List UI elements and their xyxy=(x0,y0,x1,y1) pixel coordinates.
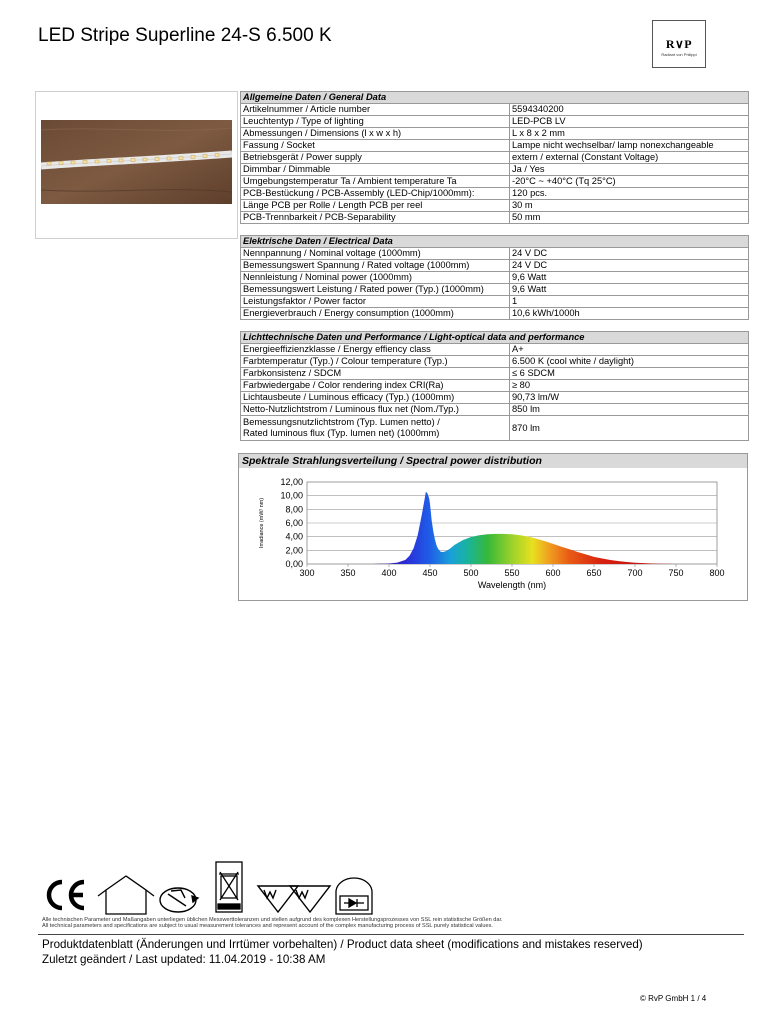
table-row xyxy=(241,200,749,212)
parameter-value: 24 V DC xyxy=(510,260,749,272)
indoor-use-icon xyxy=(98,876,154,914)
x-tick-label: 300 xyxy=(299,568,315,578)
optical-data-table xyxy=(240,331,749,441)
parameter-value: 1 xyxy=(510,296,749,308)
table-row xyxy=(241,284,749,296)
section-heading: Elektrische Daten / Electrical Data xyxy=(241,236,749,248)
certification-icons xyxy=(40,860,400,921)
spectral-chart-title: Spektrale Strahlungsverteilung / Spectral power distribution xyxy=(239,454,747,468)
parameter-label: Nennleistung / Nominal power (1000mm) xyxy=(241,272,510,284)
spectral-chart xyxy=(238,453,748,601)
parameter-label xyxy=(241,416,510,441)
table-row xyxy=(241,260,749,272)
parameter-label: Länge PCB per Rolle / Length PCB per reel xyxy=(241,200,510,212)
table-row xyxy=(241,104,749,116)
parameter-value: 10,6 kWh/1000h xyxy=(510,308,749,320)
page-title: LED Stripe Superline 24-S 6.500 K xyxy=(38,25,332,46)
y-axis-label: Irradiance (mW/ nm) xyxy=(259,497,265,549)
table-header-row xyxy=(241,332,749,344)
parameter-value: 9,6 Watt xyxy=(510,284,749,296)
y-tick-label: 4,00 xyxy=(285,531,303,542)
parameter-value: 870 lm xyxy=(510,416,749,441)
parameter-label: Farbkonsistenz / SDCM xyxy=(241,368,510,380)
table-row xyxy=(241,140,749,152)
table-row xyxy=(241,176,749,188)
table-row xyxy=(241,272,749,284)
parameter-value: Lampe nicht wechselbar/ lamp nonexchangeable xyxy=(510,140,749,152)
disclaimer xyxy=(42,917,742,929)
rotatable-icon xyxy=(160,888,198,912)
table-row xyxy=(241,308,749,320)
parameter-label: Farbwiedergabe / Color rendering index CRI(Ra) xyxy=(241,380,510,392)
x-tick-label: 600 xyxy=(545,568,561,578)
parameter-label: Betriebsgerät / Power supply xyxy=(241,152,510,164)
table-row xyxy=(241,416,749,441)
y-tick-label: 6,00 xyxy=(285,518,303,528)
x-tick-label: 450 xyxy=(422,568,438,578)
parameter-label: Lichtausbeute / Luminous efficacy (Typ.) (1000mm) xyxy=(241,392,510,404)
parameter-label-line-2: Rated luminous flux (Typ. lumen net) (1000mm) xyxy=(243,428,440,438)
parameter-label: Energieeffizienzklasse / Energy effiency class xyxy=(241,344,510,356)
parameter-label: Abmessungen / Dimensions (l x w x h) xyxy=(241,128,510,140)
table-row xyxy=(241,404,749,416)
table-row xyxy=(241,212,749,224)
x-tick-label: 800 xyxy=(709,568,725,578)
y-tick-label: 10,00 xyxy=(280,490,303,501)
parameter-value: 9,6 Watt xyxy=(510,272,749,284)
y-tick-label: 2,00 xyxy=(285,545,303,556)
parameter-label: Dimmbar / Dimmable xyxy=(241,164,510,176)
parameter-label: Bemessungswert Leistung / Rated power (Typ.) (1000mm) xyxy=(241,284,510,296)
table-row xyxy=(241,152,749,164)
parameter-value: extern / external (Constant Voltage) xyxy=(510,152,749,164)
table-row xyxy=(241,188,749,200)
parameter-label-line-1: Bemessungsnutzlichtstrom (Typ. Lumen netto) / xyxy=(243,417,440,427)
table-row xyxy=(241,116,749,128)
x-tick-label: 650 xyxy=(586,568,602,578)
parameter-value: 90,73 lm/W xyxy=(510,392,749,404)
parameter-label: Umgebungstemperatur Ta / Ambient temperature Ta xyxy=(241,176,510,188)
x-tick-label: 400 xyxy=(381,568,397,578)
table-row xyxy=(241,128,749,140)
general-data-table xyxy=(240,91,749,224)
section-heading: Lichttechnische Daten und Performance / Light-optical data and performance xyxy=(241,332,749,344)
x-axis-label: Wavelength (nm) xyxy=(477,580,547,590)
parameter-value: 30 m xyxy=(510,200,749,212)
disclaimer-english: All technical parameters and specifications are subject to usual measurement tolerances and represent account of the complex manufacturing process of SSL purely statistical values. xyxy=(42,923,493,930)
company-logo xyxy=(652,20,706,68)
table-row xyxy=(241,356,749,368)
footer-last-updated: Zuletzt geändert / Last updated: 11.04.2019 - 10:38 AM xyxy=(42,953,326,966)
parameter-label: Artikelnummer / Article number xyxy=(241,104,510,116)
table-row xyxy=(241,392,749,404)
parameter-label: Netto-Nutzlichtstrom / Luminous flux net (Nom./Typ.) xyxy=(241,404,510,416)
parameter-value: L x 8 x 2 mm xyxy=(510,128,749,140)
parameter-value: Ja / Yes xyxy=(510,164,749,176)
parameter-value: 50 mm xyxy=(510,212,749,224)
parameter-label: Nennpannung / Nominal voltage (1000mm) xyxy=(241,248,510,260)
parameter-value: ≥ 80 xyxy=(510,380,749,392)
parameter-value: LED-PCB LV xyxy=(510,116,749,128)
spectral-plot xyxy=(239,468,747,600)
parameter-label: Energieverbrauch / Energy consumption (1000mm) xyxy=(241,308,510,320)
x-tick-label: 550 xyxy=(504,568,520,578)
table-row xyxy=(241,368,749,380)
table-header-row xyxy=(241,236,749,248)
y-tick-label: 0,00 xyxy=(285,559,303,569)
table-row xyxy=(241,380,749,392)
parameter-label: Bemessungswert Spannung / Rated voltage (1000mm) xyxy=(241,260,510,272)
parameter-label: Leuchtentyp / Type of lighting xyxy=(241,116,510,128)
x-tick-label: 500 xyxy=(463,568,479,578)
parameter-value: 120 pcs. xyxy=(510,188,749,200)
x-tick-label: 350 xyxy=(340,568,356,578)
table-row xyxy=(241,248,749,260)
y-tick-label: 8,00 xyxy=(285,504,303,515)
x-tick-label: 750 xyxy=(668,568,684,578)
parameter-label: PCB-Trennbarkeit / PCB-Separability xyxy=(241,212,510,224)
section-heading: Allgemeine Daten / General Data xyxy=(241,92,749,104)
footer-note: Produktdatenblatt (Änderungen und Irrtümer vorbehalten) / Product data sheet (modifications and mistakes reserved) xyxy=(42,938,643,951)
y-tick-label: 12,00 xyxy=(280,477,303,487)
parameter-label: Fassung / Socket xyxy=(241,140,510,152)
parameter-value: 5594340200 xyxy=(510,104,749,116)
parameter-label: Leistungsfaktor / Power factor xyxy=(241,296,510,308)
parameter-label: Farbtemperatur (Typ.) / Colour temperature (Typ.) xyxy=(241,356,510,368)
disclaimer-german: Alle technischen Parameter und Maßangaben unterliegen üblichen Messwerttoleranzen und stellen aufgrund des komplexen Herstellungsprozesses von SSL rein statistische Größen dar. xyxy=(42,917,503,923)
table-row xyxy=(241,296,749,308)
led-driver-icon xyxy=(336,878,372,914)
table-row xyxy=(241,344,749,356)
parameter-label: PCB-Bestückung / PCB-Assembly (LED-Chip/1000mm): xyxy=(241,188,510,200)
ce-mark-icon xyxy=(49,882,84,908)
mm-mark-icon xyxy=(258,886,330,912)
parameter-value: 850 lm xyxy=(510,404,749,416)
parameter-value: A+ xyxy=(510,344,749,356)
led-stripe-image xyxy=(41,120,232,204)
logo-text: R∨P xyxy=(665,37,693,51)
parameter-value: -20°C ~ +40°C (Tq 25°C) xyxy=(510,176,749,188)
weee-bin-icon xyxy=(216,862,242,912)
table-header-row xyxy=(241,92,749,104)
logo-subtext: Radiant von Philippi xyxy=(661,52,697,57)
parameter-value: ≤ 6 SDCM xyxy=(510,368,749,380)
footer-divider xyxy=(38,934,744,935)
x-tick-label: 700 xyxy=(627,568,643,578)
parameter-value: 24 V DC xyxy=(510,248,749,260)
electrical-data-table xyxy=(240,235,749,320)
parameter-value: 6.500 K (cool white / daylight) xyxy=(510,356,749,368)
copyright-page-number: © RvP GmbH 1 / 4 xyxy=(640,994,707,1003)
product-photo xyxy=(35,91,238,239)
table-row xyxy=(241,164,749,176)
